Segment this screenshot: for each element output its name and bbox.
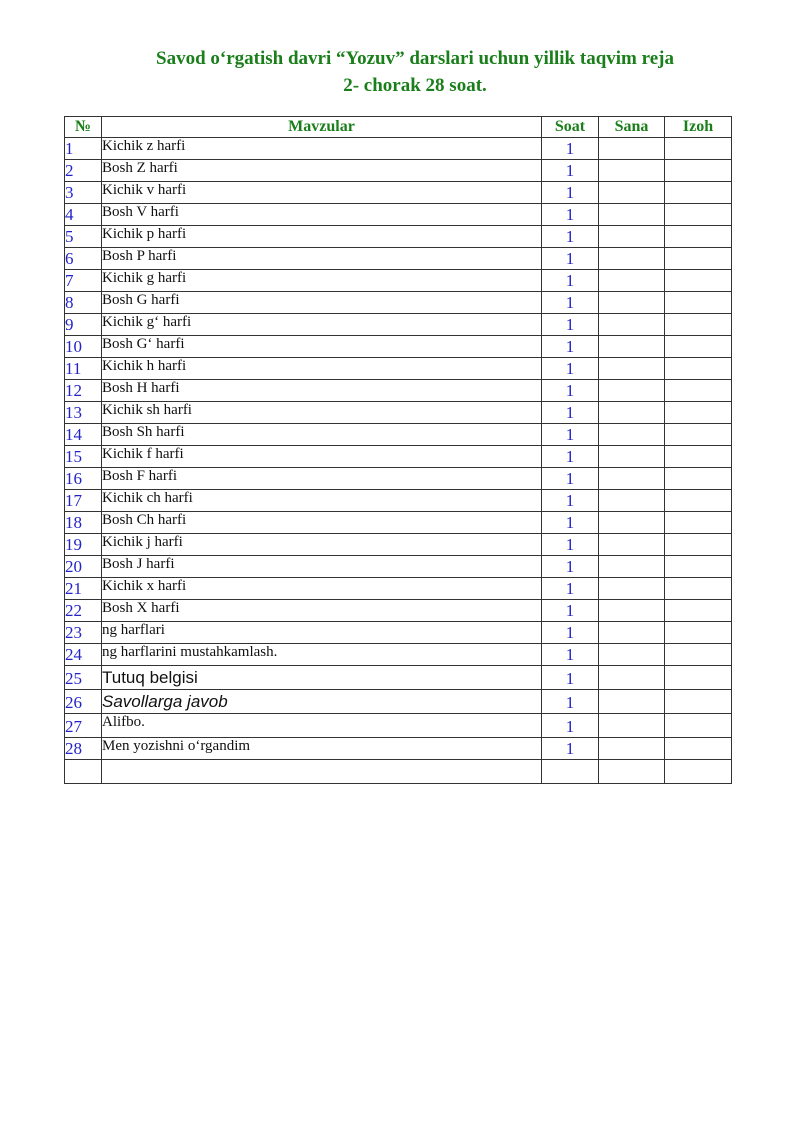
row-number: 6 [65, 248, 102, 270]
row-date [599, 138, 665, 160]
table-row [65, 512, 732, 534]
row-date [599, 690, 665, 714]
row-note [665, 358, 732, 380]
table-row [65, 600, 732, 622]
row-date [599, 714, 665, 738]
row-number: 12 [65, 380, 102, 402]
row-topic: Alifbo. [102, 714, 542, 738]
row-hours: 1 [542, 512, 599, 534]
table-row [65, 622, 732, 644]
row-note [665, 182, 732, 204]
row-number: 11 [65, 358, 102, 380]
table-row [65, 666, 732, 690]
header-hours: Soat [542, 117, 599, 138]
row-hours: 1 [542, 204, 599, 226]
row-hours: 1 [542, 666, 599, 690]
row-number: 15 [65, 446, 102, 468]
row-topic: Kichik h harfi [102, 358, 542, 380]
table-row [65, 204, 732, 226]
row-topic: Kichik f harfi [102, 446, 542, 468]
row-hours: 1 [542, 380, 599, 402]
row-date [599, 248, 665, 270]
row-topic: Kichik z harfi [102, 138, 542, 160]
row-date [599, 182, 665, 204]
row-topic: Kichik g harfi [102, 270, 542, 292]
header-topics: Mavzular [102, 117, 542, 138]
table-row [65, 358, 732, 380]
row-note [665, 690, 732, 714]
row-hours: 1 [542, 314, 599, 336]
row-date [599, 666, 665, 690]
row-note [665, 714, 732, 738]
row-date [599, 424, 665, 446]
row-hours: 1 [542, 446, 599, 468]
row-number: 27 [65, 714, 102, 738]
row-number: 1 [65, 138, 102, 160]
header-date: Sana [599, 117, 665, 138]
row-note [665, 336, 732, 358]
row-hours: 1 [542, 738, 599, 760]
table-row [65, 402, 732, 424]
row-topic: Bosh J harfi [102, 556, 542, 578]
row-date [599, 358, 665, 380]
row-topic: Bosh V harfi [102, 204, 542, 226]
row-note [665, 622, 732, 644]
row-topic: Bosh G harfi [102, 292, 542, 314]
row-date [599, 204, 665, 226]
row-date [599, 402, 665, 424]
row-number: 4 [65, 204, 102, 226]
row-number: 17 [65, 490, 102, 512]
row-topic: Bosh H harfi [102, 380, 542, 402]
row-topic: Bosh Ch harfi [102, 512, 542, 534]
row-topic: Savollarga javob [102, 690, 542, 714]
row-date [599, 738, 665, 760]
table-row [65, 226, 732, 248]
row-topic: Kichik j harfi [102, 534, 542, 556]
row-hours: 1 [542, 556, 599, 578]
row-topic: Bosh X harfi [102, 600, 542, 622]
row-date [599, 644, 665, 666]
table-row [65, 490, 732, 512]
row-hours: 1 [542, 578, 599, 600]
row-hours: 1 [542, 336, 599, 358]
row-hours: 1 [542, 622, 599, 644]
row-date [599, 600, 665, 622]
row-number: 9 [65, 314, 102, 336]
document-title: Savod o‘rgatish davri “Yozuv” darslari uchun yillik taqvim reja [156, 48, 674, 69]
row-note [665, 270, 732, 292]
row-date [599, 270, 665, 292]
row-topic: Men yozishni o‘rgandim [102, 738, 542, 760]
table-row [65, 182, 732, 204]
row-topic: Bosh Z harfi [102, 160, 542, 182]
row-note [665, 160, 732, 182]
row-note [665, 292, 732, 314]
row-topic: Bosh F harfi [102, 468, 542, 490]
row-date [599, 336, 665, 358]
row-note [665, 738, 732, 760]
row-hours: 1 [542, 358, 599, 380]
table-row [65, 424, 732, 446]
row-date [599, 534, 665, 556]
row-number: 28 [65, 738, 102, 760]
row-note [665, 512, 732, 534]
row-topic: Kichik x harfi [102, 578, 542, 600]
row-note [665, 138, 732, 160]
row-hours: 1 [542, 644, 599, 666]
document-subtitle: 2- chorak 28 soat. [343, 75, 487, 96]
table-row [65, 534, 732, 556]
table-row [65, 336, 732, 358]
header-row [65, 117, 732, 138]
row-date [599, 314, 665, 336]
row-hours: 1 [542, 690, 599, 714]
row-hours: 1 [542, 424, 599, 446]
table-row [65, 248, 732, 270]
row-note [665, 534, 732, 556]
table-row [65, 160, 732, 182]
row-date [599, 226, 665, 248]
table-row [65, 380, 732, 402]
row-date [599, 160, 665, 182]
row-number: 8 [65, 292, 102, 314]
row-number: 22 [65, 600, 102, 622]
row-topic: Kichik sh harfi [102, 402, 542, 424]
row-hours: 1 [542, 714, 599, 738]
row-number: 19 [65, 534, 102, 556]
row-number: 7 [65, 270, 102, 292]
row-note [665, 490, 732, 512]
row-hours: 1 [542, 292, 599, 314]
row-number: 18 [65, 512, 102, 534]
row-hours: 1 [542, 160, 599, 182]
table-row [65, 738, 732, 760]
row-note [665, 204, 732, 226]
lesson-plan-table [64, 116, 732, 784]
row-date [599, 468, 665, 490]
table-row [65, 556, 732, 578]
row-date [599, 556, 665, 578]
row-date [599, 446, 665, 468]
row-topic: Bosh Sh harfi [102, 424, 542, 446]
row-number: 13 [65, 402, 102, 424]
row-note [665, 600, 732, 622]
row-hours: 1 [542, 182, 599, 204]
row-topic: Kichik v harfi [102, 182, 542, 204]
header-num: № [65, 117, 102, 138]
row-number: 20 [65, 556, 102, 578]
row-date [599, 512, 665, 534]
row-hours: 1 [542, 138, 599, 160]
row-date [599, 292, 665, 314]
row-hours: 1 [542, 534, 599, 556]
table-row [65, 690, 732, 714]
row-note [665, 556, 732, 578]
row-note [665, 380, 732, 402]
row-topic: Kichik g‘ harfi [102, 314, 542, 336]
row-topic: ng harflarini mustahkamlash. [102, 644, 542, 666]
row-note [665, 402, 732, 424]
row-note [665, 644, 732, 666]
row-number: 23 [65, 622, 102, 644]
row-number: 25 [65, 666, 102, 690]
row-hours: 1 [542, 600, 599, 622]
row-hours: 1 [542, 270, 599, 292]
row-topic: Bosh G‘ harfi [102, 336, 542, 358]
row-date [599, 622, 665, 644]
table-row [65, 578, 732, 600]
row-number: 16 [65, 468, 102, 490]
table-row [65, 446, 732, 468]
row-topic: Kichik ch harfi [102, 490, 542, 512]
row-hours: 1 [542, 468, 599, 490]
row-note [665, 446, 732, 468]
row-topic: Tutuq belgisi [102, 666, 542, 690]
row-number: 2 [65, 160, 102, 182]
row-hours: 1 [542, 402, 599, 424]
row-date [599, 578, 665, 600]
row-hours: 1 [542, 248, 599, 270]
row-hours: 1 [542, 226, 599, 248]
row-number: 5 [65, 226, 102, 248]
row-note [665, 666, 732, 690]
row-note [665, 314, 732, 336]
table-row [65, 314, 732, 336]
row-number: 21 [65, 578, 102, 600]
row-note [665, 226, 732, 248]
row-topic: Kichik p harfi [102, 226, 542, 248]
row-topic: Bosh P harfi [102, 248, 542, 270]
table-row [65, 468, 732, 490]
row-date [599, 380, 665, 402]
row-note [665, 424, 732, 446]
table-row [65, 270, 732, 292]
row-date [599, 490, 665, 512]
table-row [65, 138, 732, 160]
row-note [665, 578, 732, 600]
row-topic: ng harflari [102, 622, 542, 644]
row-number: 14 [65, 424, 102, 446]
row-hours: 1 [542, 490, 599, 512]
row-number: 26 [65, 690, 102, 714]
row-number: 3 [65, 182, 102, 204]
empty-row [65, 760, 732, 784]
table-row [65, 714, 732, 738]
header-note: Izoh [665, 117, 732, 138]
row-note [665, 248, 732, 270]
table-row [65, 292, 732, 314]
row-number: 10 [65, 336, 102, 358]
row-note [665, 468, 732, 490]
table-row [65, 644, 732, 666]
row-number: 24 [65, 644, 102, 666]
